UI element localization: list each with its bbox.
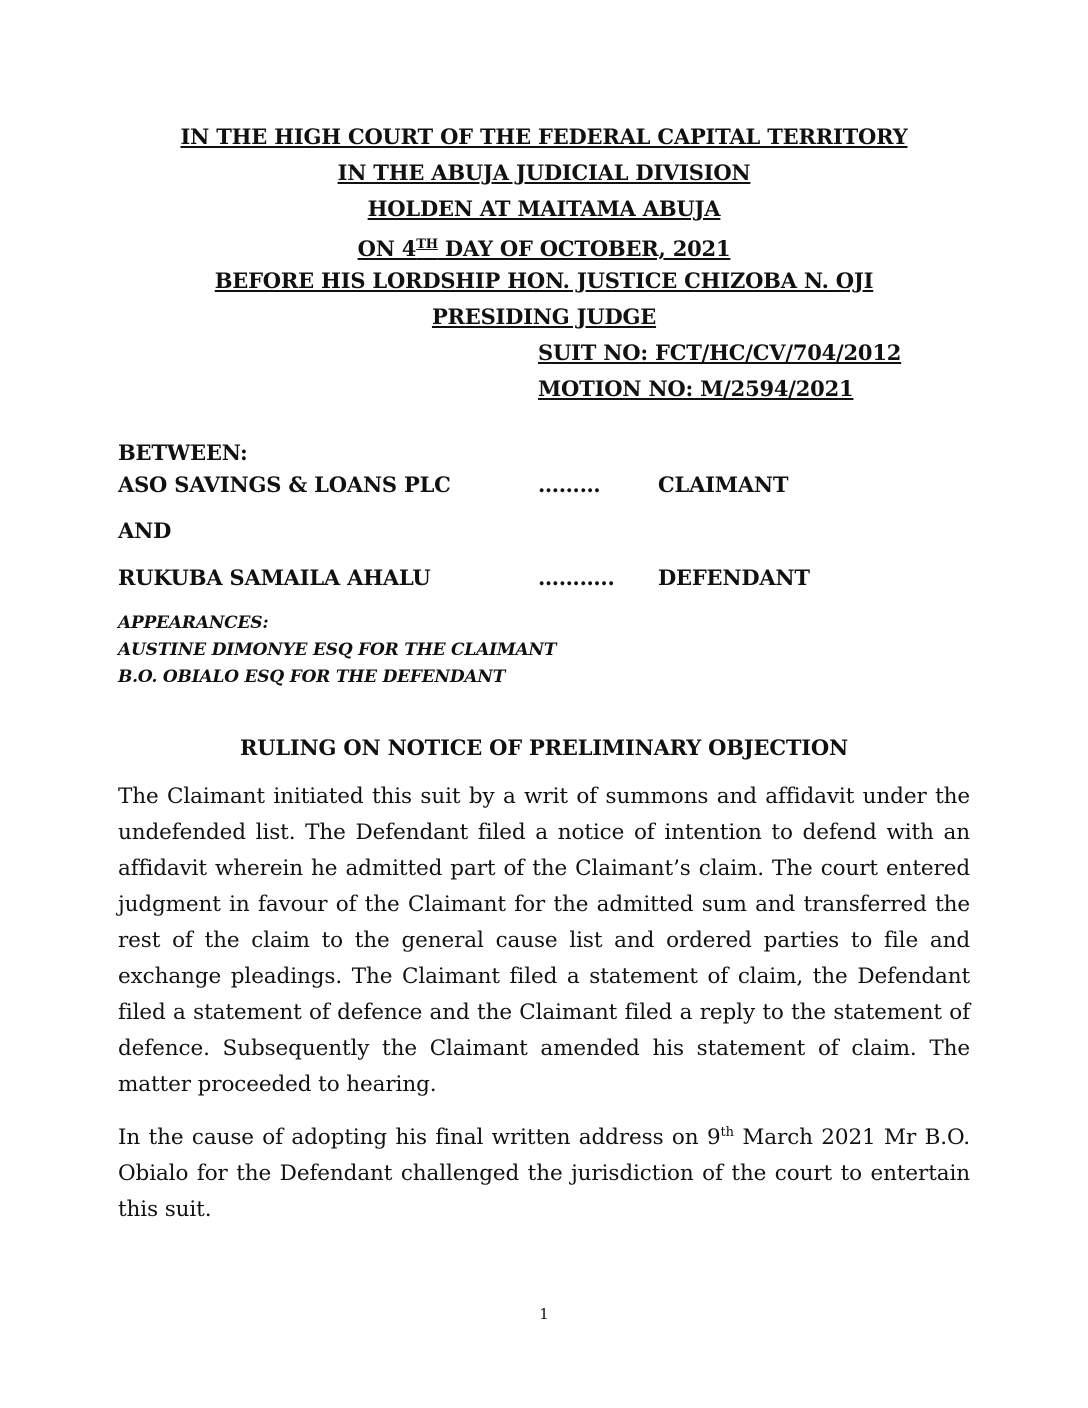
paragraph-2-ordinal: th xyxy=(720,1124,734,1140)
ruling-paragraph-2 xyxy=(118,1120,970,1228)
claimant-counsel: AUSTINE DIMONYE ESQ FOR THE CLAIMANT xyxy=(118,640,557,660)
claimant-role: CLAIMANT xyxy=(658,472,789,497)
paragraph-2-suffix: March 2021 Mr B.O. Obialo for the Defendant challenged the jurisdiction of the court to entertain this suit. xyxy=(118,1125,971,1222)
hearing-date xyxy=(0,232,1088,262)
suit-number: SUIT NO: FCT/HC/CV/704/2012 xyxy=(538,340,902,365)
ruling-title: RULING ON NOTICE OF PRELIMINARY OBJECTION xyxy=(239,735,849,760)
court-location: HOLDEN AT MAITAMA ABUJA xyxy=(367,196,721,221)
judicial-division: IN THE ABUJA JUDICIAL DIVISION xyxy=(337,160,751,185)
defendant-counsel: B.O. OBIALO ESQ FOR THE DEFENDANT xyxy=(118,667,506,687)
paragraph-2-prefix: In the cause of adopting his final written address on 9 xyxy=(118,1125,721,1150)
page-number: 1 xyxy=(539,1305,549,1323)
hearing-date-ordinal: TH xyxy=(416,237,438,252)
defendant-role: DEFENDANT xyxy=(658,565,810,590)
between-label: BETWEEN: xyxy=(118,440,248,465)
hearing-date-prefix: ON 4 xyxy=(357,236,417,261)
court-title: IN THE HIGH COURT OF THE FEDERAL CAPITAL TERRITORY xyxy=(180,124,908,149)
defendant-dots: ……….. xyxy=(538,565,615,590)
appearances-label: APPEARANCES: xyxy=(118,613,269,633)
hearing-date-suffix: DAY OF OCTOBER, 2021 xyxy=(437,236,731,261)
claimant-dots: ……… xyxy=(538,472,601,497)
motion-number: MOTION NO: M/2594/2021 xyxy=(538,376,854,401)
defendant-name: RUKUBA SAMAILA AHALU xyxy=(118,565,431,590)
ruling-paragraph-1: The Claimant initiated this suit by a writ of summons and affidavit under the undefended list. The Defendant filed a notice of intention to defend with an affidavit wherein he admitted part of the Claimant’s claim. The court entered judgment in favour of the Claimant for the admitted sum and transferred the rest of the claim to the general cause list and ordered parties to file and exchange pleadings. The Claimant filed a statement of claim, the Defendant filed a statement of defence and the Claimant filed a reply to the statement of defence. Subsequently the Claimant amended his statement of claim. The matter proceeded to hearing. xyxy=(118,784,970,1097)
judge-line: BEFORE HIS LORDSHIP HON. JUSTICE CHIZOBA N. OJI xyxy=(214,268,874,293)
and-label: AND xyxy=(118,518,172,543)
claimant-name: ASO SAVINGS & LOANS PLC xyxy=(118,472,451,497)
presiding-judge-label: PRESIDING JUDGE xyxy=(431,304,657,329)
